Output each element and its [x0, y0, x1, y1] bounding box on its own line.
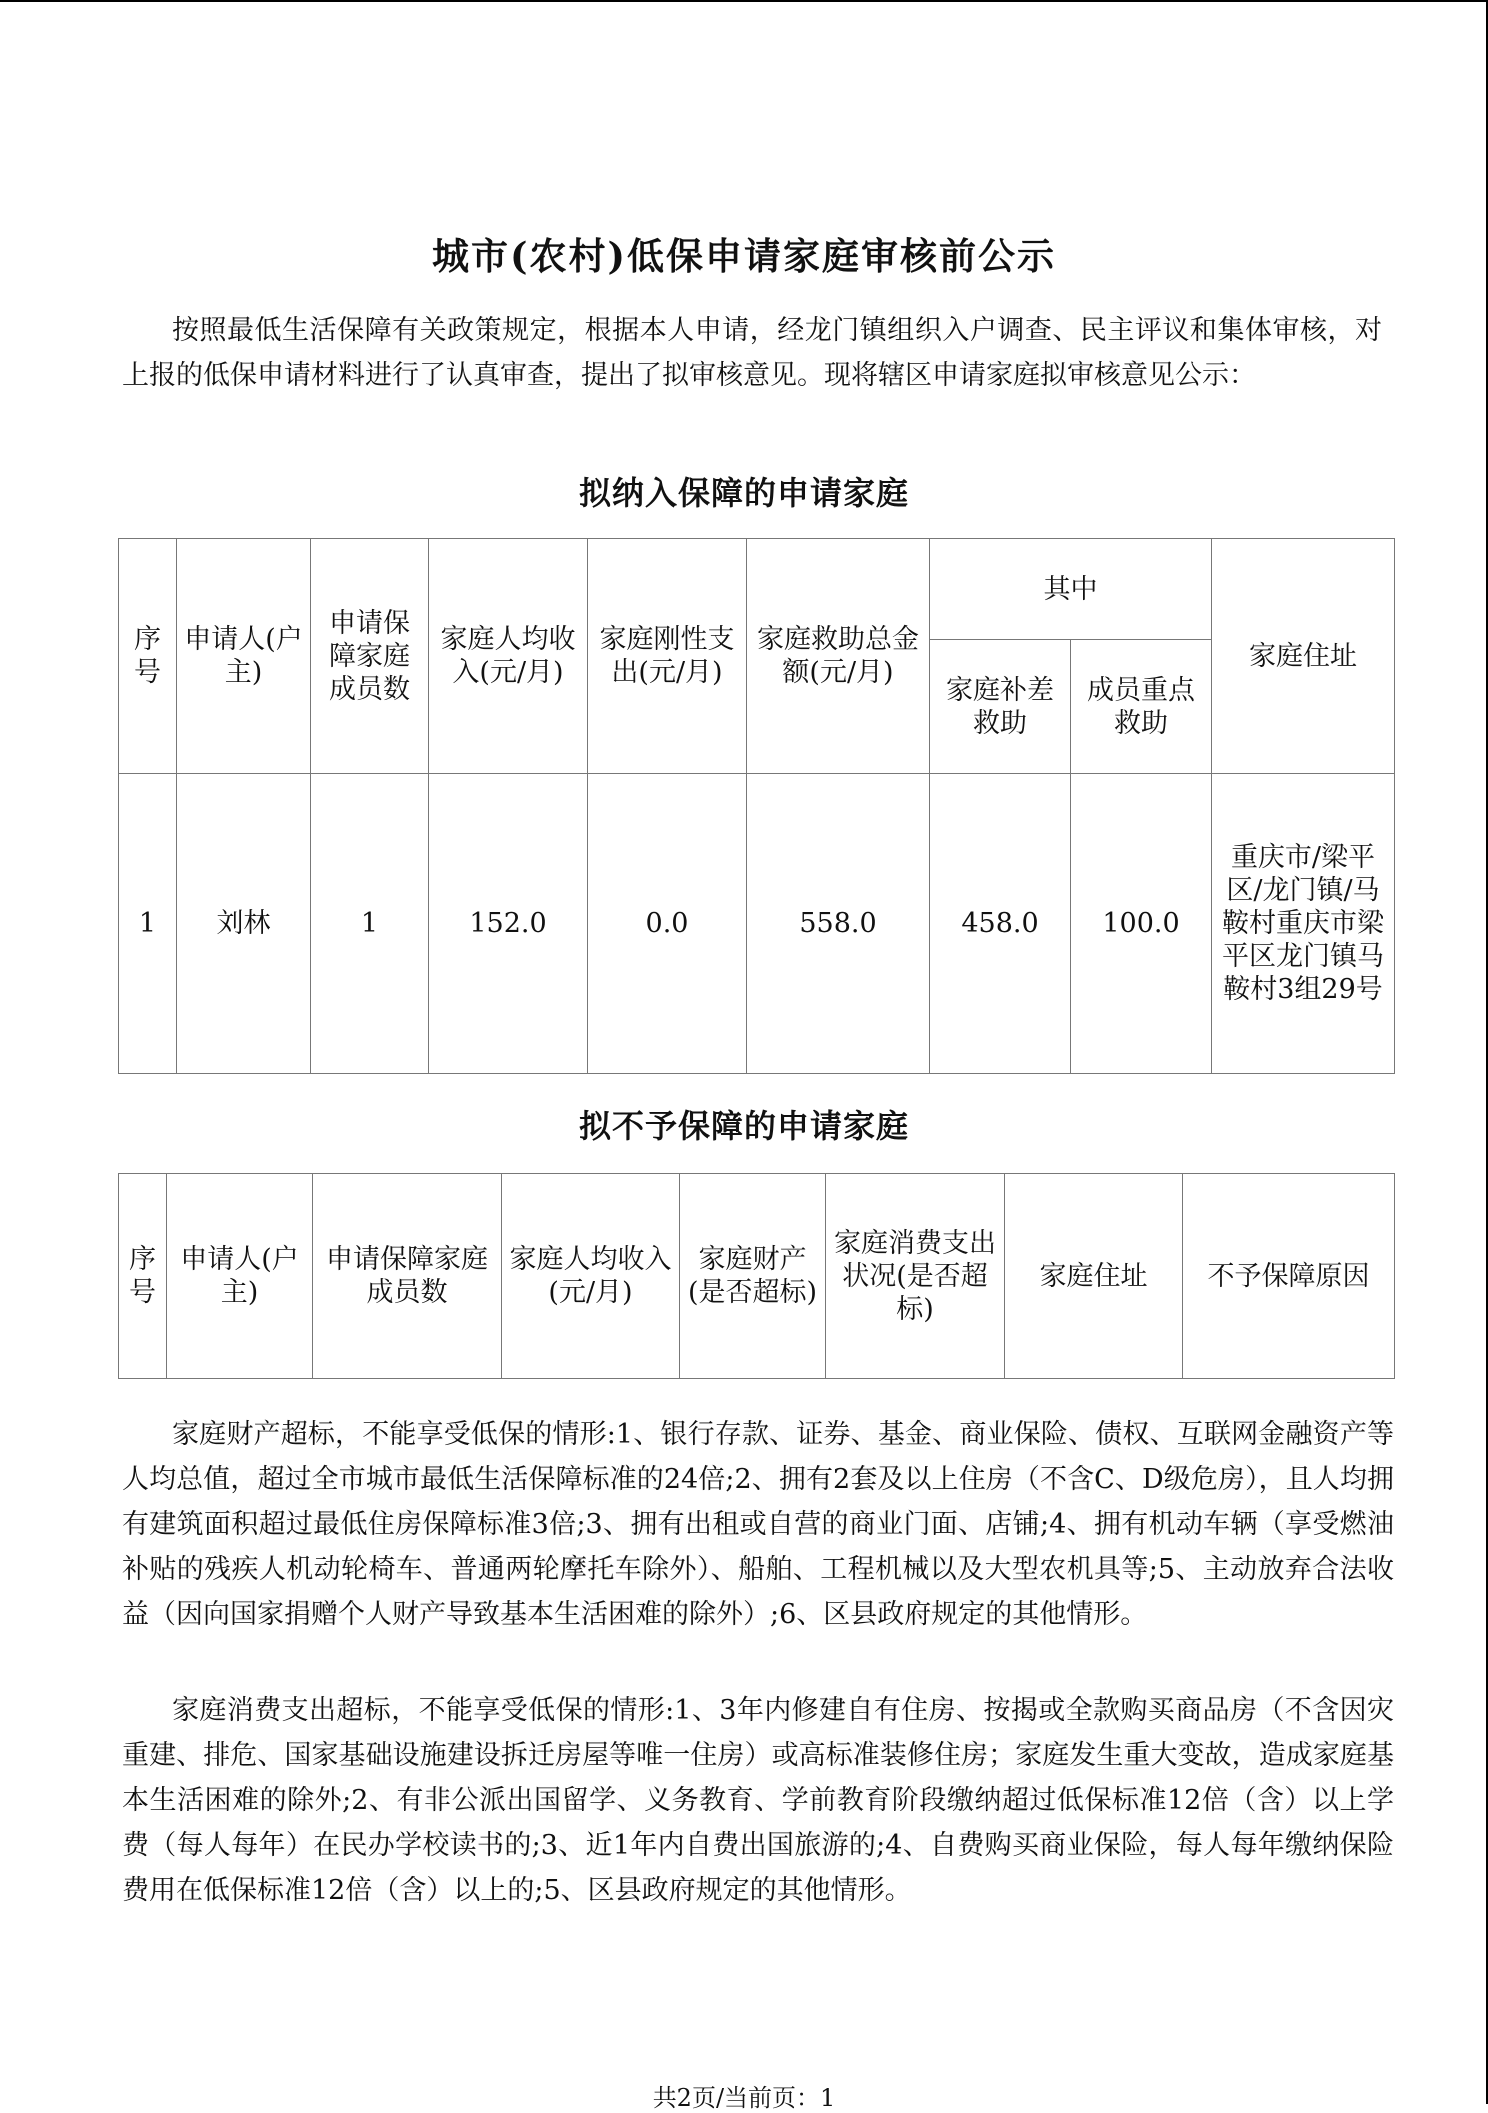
cell-applicant: 刘林: [177, 774, 311, 1074]
cell-income: 152.0: [429, 774, 588, 1074]
header-rigid-expense: 家庭刚性支出(元/月): [588, 539, 747, 774]
rejected-section-heading: 拟不予保障的申请家庭: [578, 1107, 909, 1145]
page-title: 城市(农村)低保申请家庭审核前公示: [431, 234, 1056, 278]
header-income: 家庭人均收入(元/月): [502, 1174, 680, 1379]
page-footer: 共2页/当前页：1: [652, 2084, 836, 2112]
header-gap-aid: 家庭补差救助: [930, 640, 1071, 774]
consumption-criteria-paragraph: 家庭消费支出超标，不能享受低保的情形:1、3年内修建自有住房、按揭或全款购买商品房（不含因灾重建、排危、国家基础设施建设拆迁房屋等唯一住房）或高标准装修住房；家庭发生重大变故，造成家庭基本生活困难的除外;2、有非公派出国留学、义务教育、学前教育阶段缴纳超过低保标准12倍（含）以上学费（每人每年）在民办学校读书的;3、近1年内自费出国旅游的;4、自费购买商业保险，每人每年缴纳保险费用在低保标准12倍（含）以上的;5、区县政府规定的其他情形。: [122, 1695, 1394, 1906]
cell-total-aid: 558.0: [747, 774, 930, 1074]
approved-families-table: [118, 538, 1395, 1074]
rejected-families-table: [118, 1173, 1395, 1379]
header-income: 家庭人均收入(元/月): [429, 539, 588, 774]
intro-paragraph: 按照最低生活保障有关政策规定，根据本人申请，经龙门镇组织入户调查、民主评议和集体审核，对上报的低保申请材料进行了认真审查，提出了拟审核意见。现将辖区申请家庭拟审核意见公示：: [122, 315, 1382, 391]
header-address: 家庭住址: [1212, 539, 1395, 774]
header-total-aid: 家庭救助总金额(元/月): [747, 539, 930, 774]
cell-members: 1: [311, 774, 429, 1074]
cell-gap-aid: 458.0: [930, 774, 1071, 1074]
table-row: [119, 774, 1395, 1074]
header-members: 申请保障家庭成员数: [313, 1174, 502, 1379]
header-reason: 不予保障原因: [1183, 1174, 1395, 1379]
page-border-top: [0, 0, 1488, 2]
cell-seq: 1: [119, 774, 177, 1074]
property-criteria-paragraph: 家庭财产超标，不能享受低保的情形:1、银行存款、证券、基金、商业保险、债权、互联网金融资产等人均总值，超过全市城市最低生活保障标准的24倍;2、拥有2套及以上住房（不含C、D级危房），且人均拥有建筑面积超过最低住房保障标准3倍;3、拥有出租或自营的商业门面、店铺;4、拥有机动车辆（享受燃油补贴的残疾人机动轮椅车、普通两轮摩托车除外）、船舶、工程机械以及大型农机具等;5、主动放弃合法收益（因向国家捐赠个人财产导致基本生活困难的除外）;6、区县政府规定的其他情形。: [122, 1419, 1394, 1630]
cell-address: 重庆市/梁平区/龙门镇/马鞍村重庆市梁平区龙门镇马鞍村3组29号: [1212, 774, 1395, 1074]
header-seq: 序号: [119, 539, 177, 774]
header-address: 家庭住址: [1005, 1174, 1183, 1379]
approved-section-heading: 拟纳入保障的申请家庭: [578, 474, 909, 512]
cell-rigid-expense: 0.0: [588, 774, 747, 1074]
header-applicant: 申请人(户主): [177, 539, 311, 774]
header-applicant: 申请人(户主): [167, 1174, 313, 1379]
header-consumption: 家庭消费支出状况(是否超标): [826, 1174, 1005, 1379]
header-seq: 序号: [119, 1174, 167, 1379]
header-members: 申请保障家庭成员数: [311, 539, 429, 774]
cell-key-aid: 100.0: [1071, 774, 1212, 1074]
header-key-aid: 成员重点救助: [1071, 640, 1212, 774]
header-group-among: 其中: [930, 539, 1212, 640]
header-property: 家庭财产(是否超标): [680, 1174, 826, 1379]
